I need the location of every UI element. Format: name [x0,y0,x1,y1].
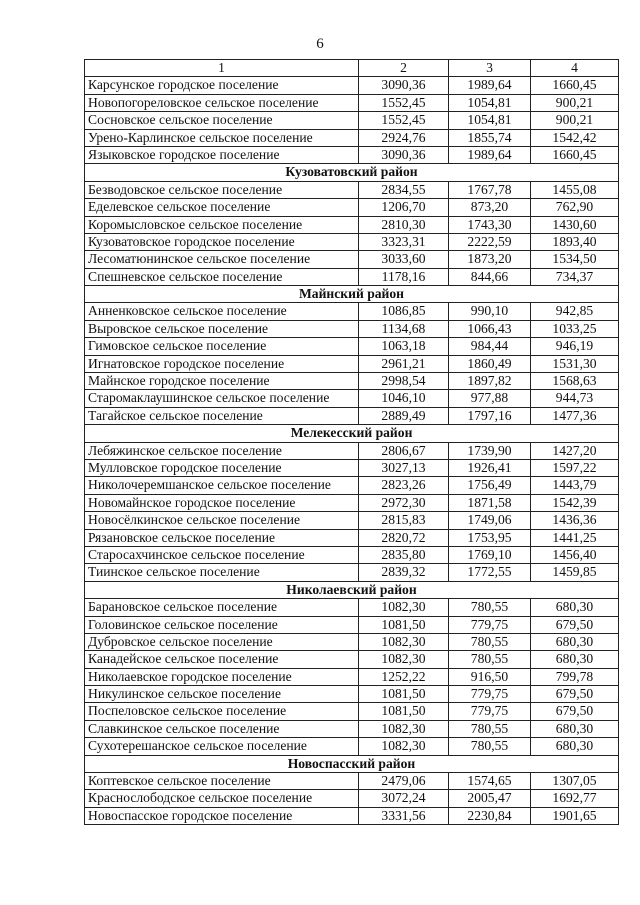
settlement-name: Новопогореловское сельское поселение [85,94,359,111]
value-cell-v2: 3331,56 [359,807,449,824]
value-cell-v4: 900,21 [531,94,619,111]
value-cell-v3: 1873,20 [449,251,531,268]
value-cell-v2: 1252,22 [359,668,449,685]
value-cell-v3: 1989,64 [449,146,531,163]
value-cell-v4: 1597,22 [531,459,619,476]
table-row [85,703,619,720]
value-cell-v2: 1046,10 [359,390,449,407]
value-cell-v4: 1441,25 [531,529,619,546]
value-cell-v4: 680,30 [531,738,619,755]
value-cell-v2: 2972,30 [359,494,449,511]
value-cell-v4: 679,50 [531,616,619,633]
settlement-name: Карсунское городское поселение [85,77,359,94]
settlement-name: Безводовское сельское поселение [85,181,359,198]
column-header: 1 [85,60,359,77]
settlement-name: Игнатовское городское поселение [85,355,359,372]
table-row [85,668,619,685]
settlement-name: Канадейское сельское поселение [85,651,359,668]
settlement-name: Тиинское сельское поселение [85,564,359,581]
value-cell-v3: 779,75 [449,616,531,633]
value-cell-v3: 780,55 [449,720,531,737]
value-cell-v3: 780,55 [449,738,531,755]
value-cell-v2: 1552,45 [359,112,449,129]
district-header-row [85,581,619,598]
table-row [85,390,619,407]
table-row [85,146,619,163]
value-cell-v4: 680,30 [531,599,619,616]
tariff-table [84,59,619,825]
value-cell-v3: 1054,81 [449,112,531,129]
settlement-name: Майнское городское поселение [85,373,359,390]
value-cell-v4: 680,30 [531,651,619,668]
value-cell-v2: 2835,80 [359,546,449,563]
settlement-name: Старомаклаушинское сельское поселение [85,390,359,407]
value-cell-v3: 916,50 [449,668,531,685]
table-row [85,720,619,737]
value-cell-v4: 1033,25 [531,320,619,337]
table-row [85,199,619,216]
settlement-name: Краснослободское сельское поселение [85,790,359,807]
settlement-name: Дубровское сельское поселение [85,633,359,650]
table-row [85,633,619,650]
value-cell-v2: 1082,30 [359,738,449,755]
table-row [85,651,619,668]
value-cell-v3: 780,55 [449,633,531,650]
value-cell-v3: 779,75 [449,703,531,720]
value-cell-v4: 679,50 [531,686,619,703]
table-row [85,773,619,790]
table-row [85,790,619,807]
value-cell-v3: 780,55 [449,599,531,616]
column-header: 4 [531,60,619,77]
value-cell-v2: 2823,26 [359,477,449,494]
value-cell-v2: 3323,31 [359,233,449,250]
value-cell-v2: 1082,30 [359,633,449,650]
value-cell-v2: 1081,50 [359,703,449,720]
column-header: 2 [359,60,449,77]
table-row [85,738,619,755]
table-row [85,807,619,824]
district-title: Кузоватовский район [85,164,619,181]
settlement-name: Головинское сельское поселение [85,616,359,633]
table-row [85,216,619,233]
table-row [85,77,619,94]
settlement-name: Кузоватовское городское поселение [85,233,359,250]
value-cell-v2: 2820,72 [359,529,449,546]
table-row [85,459,619,476]
settlement-name: Поспеловское сельское поселение [85,703,359,720]
value-cell-v2: 1082,30 [359,651,449,668]
value-cell-v4: 1660,45 [531,146,619,163]
value-cell-v2: 2839,32 [359,564,449,581]
value-cell-v2: 1081,50 [359,616,449,633]
value-cell-v3: 1574,65 [449,773,531,790]
value-cell-v2: 1063,18 [359,338,449,355]
value-cell-v3: 977,88 [449,390,531,407]
table-row [85,564,619,581]
value-cell-v4: 1307,05 [531,773,619,790]
value-cell-v3: 2222,59 [449,233,531,250]
value-cell-v2: 3027,13 [359,459,449,476]
value-cell-v3: 1926,41 [449,459,531,476]
value-cell-v4: 1531,30 [531,355,619,372]
value-cell-v3: 1769,10 [449,546,531,563]
settlement-name: Новоспасское городское поселение [85,807,359,824]
value-cell-v2: 2834,55 [359,181,449,198]
value-cell-v2: 1178,16 [359,268,449,285]
district-header-row [85,425,619,442]
value-cell-v4: 1542,42 [531,129,619,146]
settlement-name: Коромысловское сельское поселение [85,216,359,233]
table-row [85,251,619,268]
table-row [85,268,619,285]
settlement-name: Николочеремшанское сельское поселение [85,477,359,494]
table-row [85,477,619,494]
value-cell-v3: 984,44 [449,338,531,355]
value-cell-v2: 1081,50 [359,686,449,703]
value-cell-v3: 1753,95 [449,529,531,546]
table-row [85,355,619,372]
value-cell-v2: 1086,85 [359,303,449,320]
table-row [85,512,619,529]
settlement-name: Урено-Карлинское сельское поселение [85,129,359,146]
value-cell-v3: 2230,84 [449,807,531,824]
district-title: Мелекесский район [85,425,619,442]
settlement-name: Новомайнское городское поселение [85,494,359,511]
value-cell-v4: 734,37 [531,268,619,285]
value-cell-v3: 780,55 [449,651,531,668]
table-row [85,338,619,355]
table-row [85,407,619,424]
value-cell-v4: 1477,36 [531,407,619,424]
value-cell-v4: 1660,45 [531,77,619,94]
value-cell-v3: 873,20 [449,199,531,216]
value-cell-v2: 2998,54 [359,373,449,390]
table-row [85,94,619,111]
value-cell-v2: 3033,60 [359,251,449,268]
settlement-name: Коптевское сельское поселение [85,773,359,790]
value-cell-v4: 946,19 [531,338,619,355]
table-row [85,529,619,546]
value-cell-v4: 1459,85 [531,564,619,581]
table-row [85,546,619,563]
value-cell-v3: 1797,16 [449,407,531,424]
value-cell-v3: 1860,49 [449,355,531,372]
settlement-name: Анненковское сельское поселение [85,303,359,320]
value-cell-v3: 1756,49 [449,477,531,494]
value-cell-v4: 1534,50 [531,251,619,268]
value-cell-v4: 1455,08 [531,181,619,198]
value-cell-v2: 2815,83 [359,512,449,529]
settlement-name: Выровское сельское поселение [85,320,359,337]
value-cell-v4: 680,30 [531,720,619,737]
settlement-name: Барановское сельское поселение [85,599,359,616]
value-cell-v4: 680,30 [531,633,619,650]
settlement-name: Никулинское сельское поселение [85,686,359,703]
value-cell-v3: 779,75 [449,686,531,703]
value-cell-v2: 1552,45 [359,94,449,111]
settlement-name: Спешневское сельское поселение [85,268,359,285]
value-cell-v3: 1897,82 [449,373,531,390]
table-row [85,686,619,703]
value-cell-v4: 799,78 [531,668,619,685]
table-row [85,373,619,390]
settlement-name: Рязановское сельское поселение [85,529,359,546]
settlement-name: Гимовское сельское поселение [85,338,359,355]
settlement-name: Лесоматюнинское сельское поселение [85,251,359,268]
value-cell-v4: 762,90 [531,199,619,216]
district-header-row [85,286,619,303]
settlement-name: Славкинское сельское поселение [85,720,359,737]
district-title: Майнский район [85,286,619,303]
value-cell-v2: 2479,06 [359,773,449,790]
value-cell-v2: 2806,67 [359,442,449,459]
value-cell-v3: 1066,43 [449,320,531,337]
district-title: Николаевский район [85,581,619,598]
value-cell-v3: 2005,47 [449,790,531,807]
table-row [85,112,619,129]
value-cell-v4: 944,73 [531,390,619,407]
value-cell-v4: 1430,60 [531,216,619,233]
district-header-row [85,755,619,772]
district-title: Новоспасский район [85,755,619,772]
value-cell-v4: 1901,65 [531,807,619,824]
value-cell-v3: 1989,64 [449,77,531,94]
settlement-name: Старосахчинское сельское поселение [85,546,359,563]
settlement-name: Николаевское городское поселение [85,668,359,685]
value-cell-v3: 1743,30 [449,216,531,233]
value-cell-v4: 679,50 [531,703,619,720]
value-cell-v3: 1772,55 [449,564,531,581]
value-cell-v2: 2961,21 [359,355,449,372]
value-cell-v3: 1749,06 [449,512,531,529]
value-cell-v3: 990,10 [449,303,531,320]
value-cell-v2: 3090,36 [359,146,449,163]
table-row [85,129,619,146]
value-cell-v4: 1568,63 [531,373,619,390]
column-header: 3 [449,60,531,77]
settlement-name: Языковское городское поселение [85,146,359,163]
table-row [85,303,619,320]
value-cell-v2: 2889,49 [359,407,449,424]
value-cell-v2: 1206,70 [359,199,449,216]
settlement-name: Сухотерешанское сельское поселение [85,738,359,755]
value-cell-v3: 844,66 [449,268,531,285]
district-header-row [85,164,619,181]
value-cell-v4: 900,21 [531,112,619,129]
value-cell-v4: 1692,77 [531,790,619,807]
value-cell-v2: 1082,30 [359,599,449,616]
value-cell-v2: 3072,24 [359,790,449,807]
settlement-name: Лебяжинское сельское поселение [85,442,359,459]
value-cell-v3: 1855,74 [449,129,531,146]
value-cell-v3: 1767,78 [449,181,531,198]
table-body [85,60,619,825]
table-row [85,233,619,250]
value-cell-v3: 1871,58 [449,494,531,511]
value-cell-v4: 1436,36 [531,512,619,529]
value-cell-v2: 2924,76 [359,129,449,146]
value-cell-v2: 1082,30 [359,720,449,737]
page-number: 6 [316,36,324,52]
value-cell-v3: 1739,90 [449,442,531,459]
table-row [85,442,619,459]
value-cell-v4: 1443,79 [531,477,619,494]
value-cell-v3: 1054,81 [449,94,531,111]
table-row [85,599,619,616]
table-row [85,181,619,198]
table-row [85,494,619,511]
settlement-name: Тагайское сельское поселение [85,407,359,424]
settlement-name: Новосёлкинское сельское поселение [85,512,359,529]
value-cell-v4: 1542,39 [531,494,619,511]
settlement-name: Сосновское сельское поселение [85,112,359,129]
settlement-name: Еделевское сельское поселение [85,199,359,216]
column-header-row [85,60,619,77]
value-cell-v2: 1134,68 [359,320,449,337]
table-row [85,616,619,633]
value-cell-v4: 942,85 [531,303,619,320]
settlement-name: Мулловское городское поселение [85,459,359,476]
value-cell-v4: 1427,20 [531,442,619,459]
value-cell-v2: 2810,30 [359,216,449,233]
table-row [85,320,619,337]
value-cell-v4: 1456,40 [531,546,619,563]
value-cell-v4: 1893,40 [531,233,619,250]
value-cell-v2: 3090,36 [359,77,449,94]
